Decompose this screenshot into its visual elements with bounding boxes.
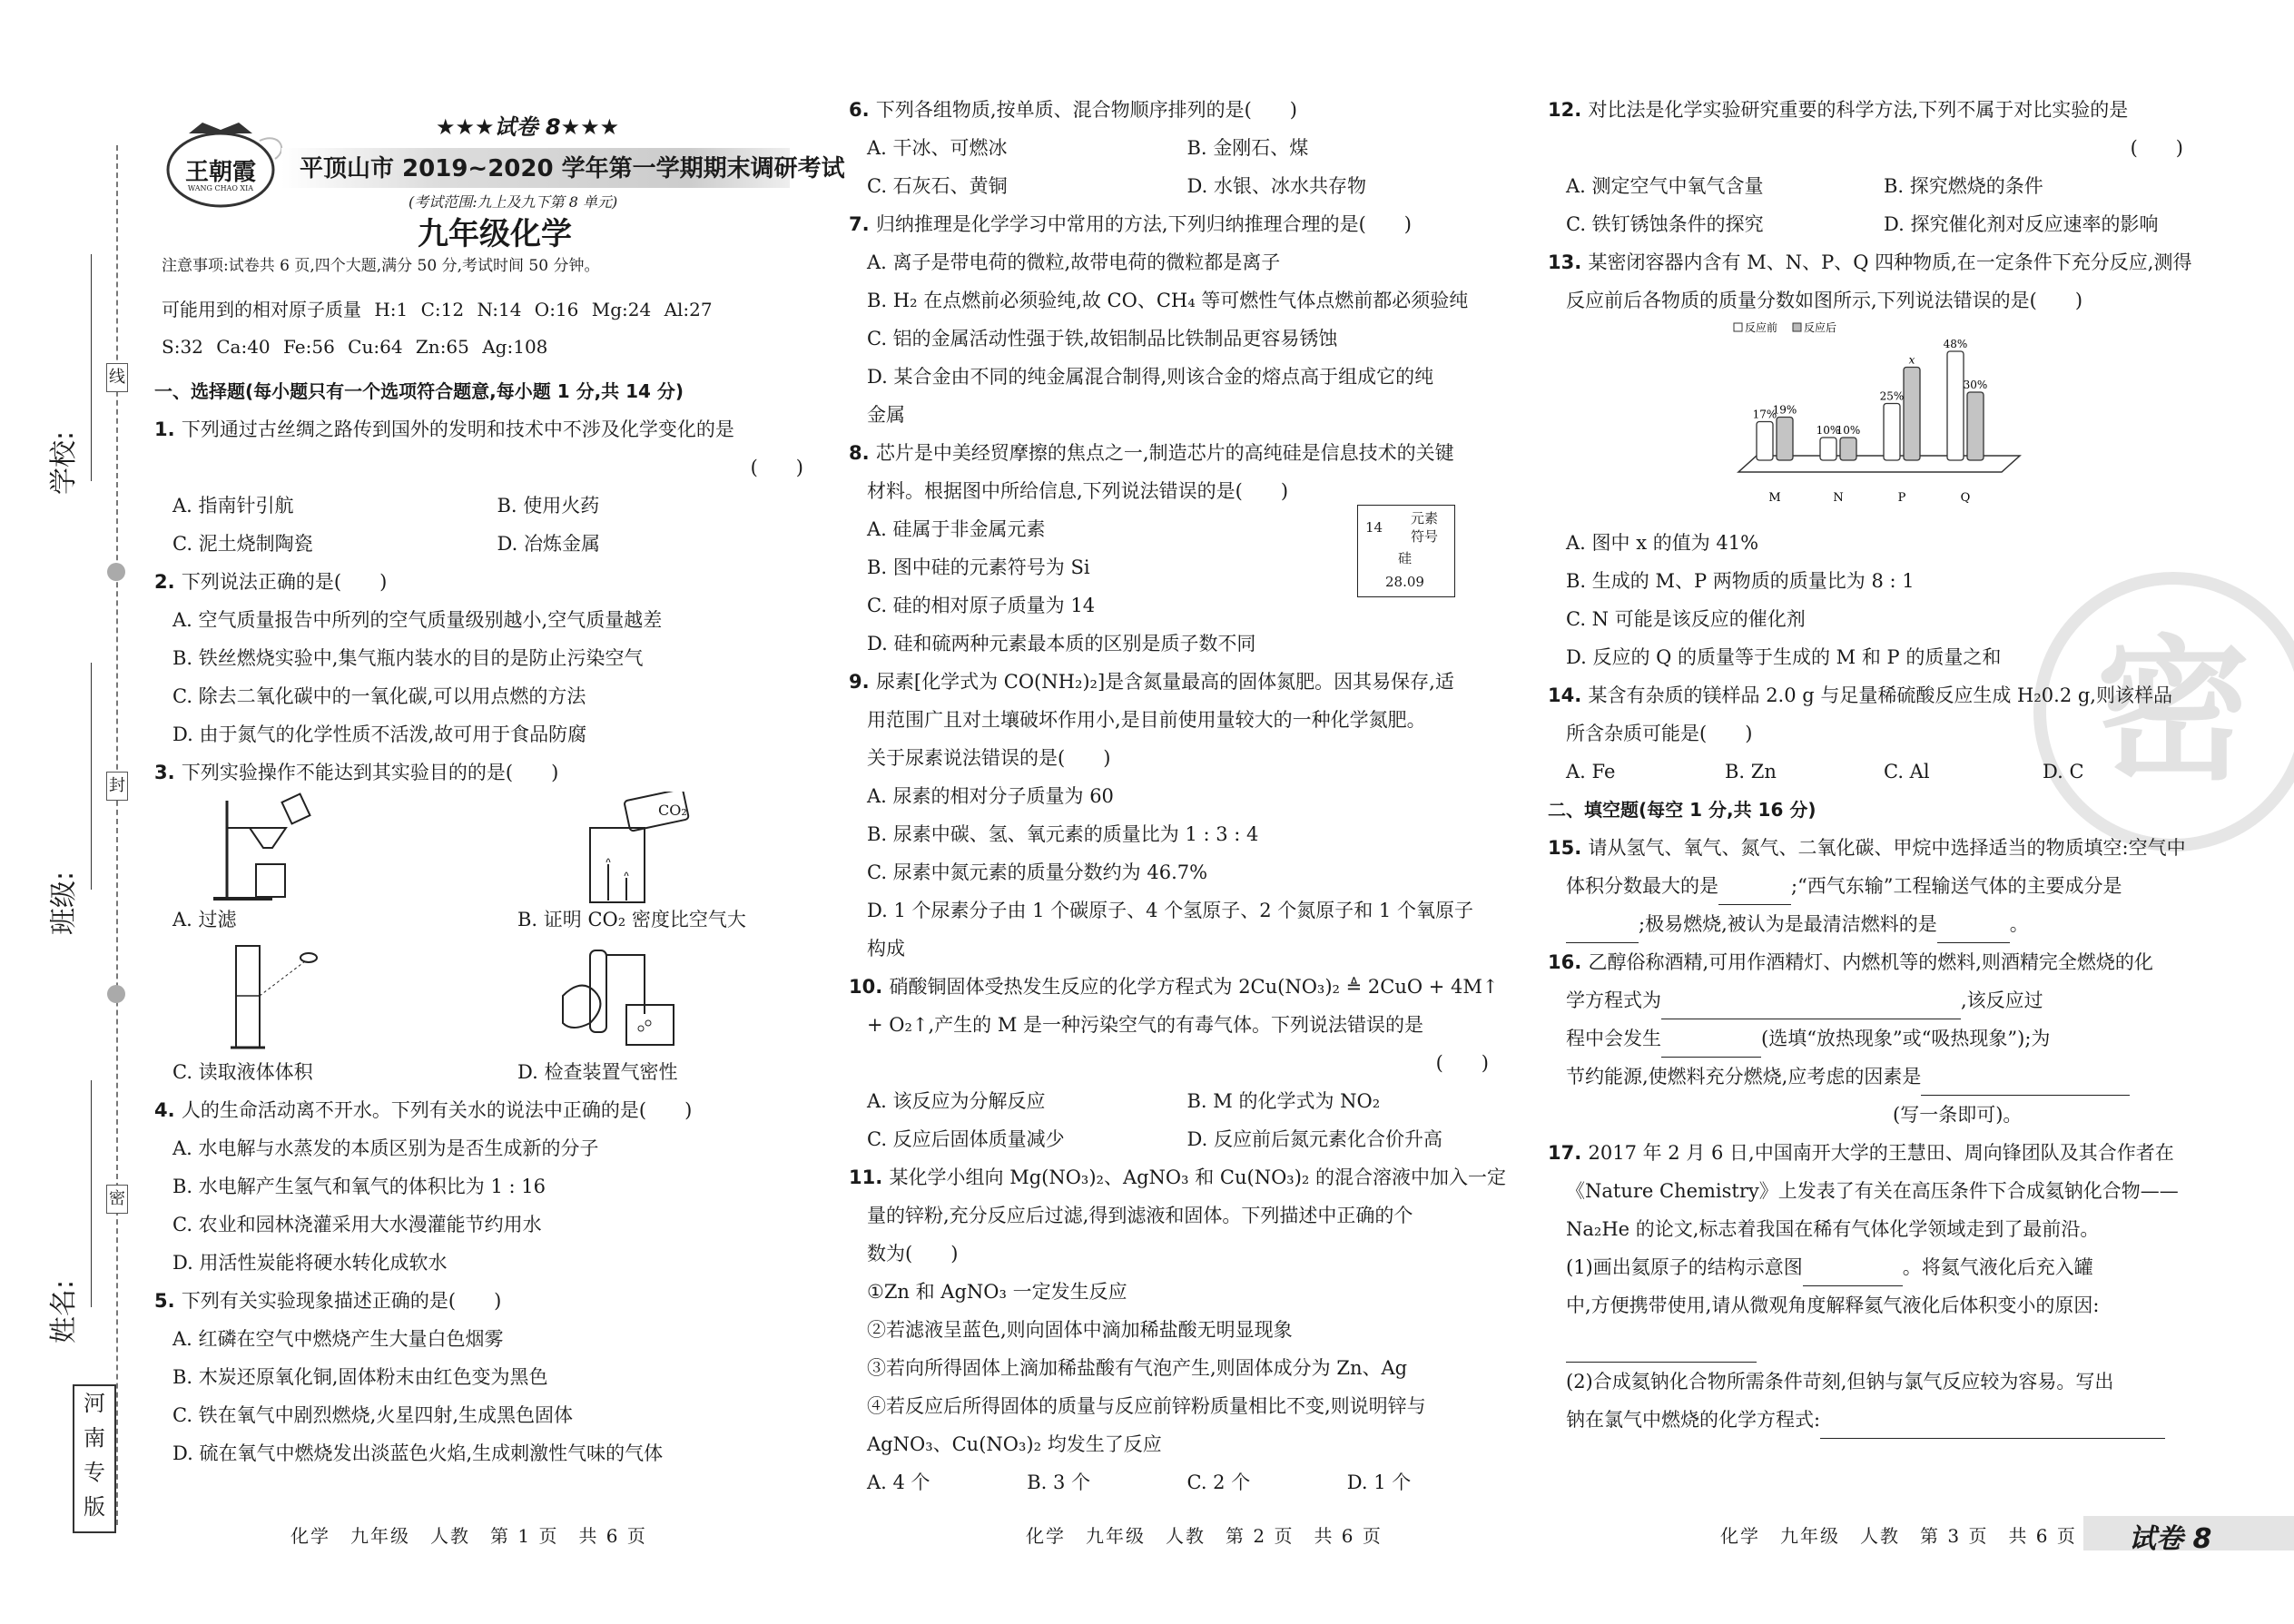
q4-option-a: A. 水电解与水蒸发的本质区别为是否生成新的分子 (172, 1137, 599, 1159)
seal-char: 密 (2095, 622, 2250, 802)
q1-stem: 下列通过古丝绸之路传到国外的发明和技术中不涉及化学变化的是 (181, 418, 734, 440)
q5-option-b: B. 木炭还原氧化铜,固体粉末由红色变为黑色 (172, 1366, 548, 1388)
chart-bar-M-before (1757, 422, 1773, 461)
element-symbol-label: 元素符号 (1411, 510, 1439, 545)
q17-line-3: Na₂He 的论文,标志着我国在稀有气体化学领域走到了最前沿。 (1566, 1218, 2100, 1240)
q6-stem: 下列各组物质,按单质、混合物顺序排列的是( ) (875, 99, 1297, 121)
q17-line-7: (2)合成氦钠化合物所需条件苛刻,但钠与氯气反应较为容易。写出 (1566, 1371, 2114, 1393)
binding-class-line (91, 663, 92, 890)
q3-option-d: D. 检查装置气密性 (517, 1061, 678, 1083)
q13-option-a: A. 图中 x 的值为 41% (1566, 532, 1759, 554)
q9-option-c: C. 尿素中氮元素的质量分数约为 46.7% (867, 861, 1208, 883)
q10-option-d: D. 反应前后氮元素化合价升高 (1186, 1128, 1442, 1150)
q16-text: (选填“放热现象”或“吸热现象”);为 (1761, 1028, 2051, 1049)
q16-text: ,该反应过 (1961, 989, 2043, 1011)
chart-category-label: M (1768, 491, 1781, 505)
exam-scope: (考试范围:九上及九下第 8 单元) (409, 193, 618, 211)
q11-stem-1: 某化学小组向 Mg(NO₃)₂、AgNO₃ 和 Cu(NO₃)₂ 的混合溶液中加入一定 (889, 1166, 1506, 1188)
chart-data-label: 17% (1752, 408, 1777, 421)
element-name: 硅 (1398, 550, 1413, 566)
chart-bar-Q-after (1967, 392, 1984, 460)
q11-option-a: A. 4 个 (867, 1471, 930, 1493)
q11-item-1: ①Zn 和 AgNO₃ 一定发生反应 (867, 1281, 1127, 1303)
q17-line-5: 中,方便携带使用,请从微观角度解释氦气液化后体积变小的原因: (1566, 1294, 2100, 1316)
chart-data-label: 25% (1879, 389, 1905, 403)
q9-option-d-cont: 构成 (867, 938, 905, 960)
q12-answer-paren[interactable]: ( ) (2130, 137, 2183, 159)
q17-line-6 (1548, 1324, 2201, 1363)
element-atomic-number: 14 (1365, 519, 1383, 536)
logo-subtext: WANG CHAO XIA (187, 184, 254, 192)
legend-swatch-after (1793, 323, 1801, 331)
q16-text: 节约能源,使燃料充分燃烧,应考虑的因素是 (1566, 1066, 1922, 1088)
q14-stem-1: 某含有杂质的镁样品 2.0 g 与足量稀硫酸反应生成 H₂0.2 g,则该样品 (1588, 684, 2172, 706)
class-label: 班级: (48, 871, 80, 935)
binding-mark-secret: 密 (106, 1185, 128, 1214)
q10-option-b: B. M 的化学式为 NO₂ (1186, 1090, 1381, 1112)
q15-blank-1[interactable] (1718, 881, 1791, 905)
q8-stem-2: 材料。根据图中所给信息,下列说法错误的是( ) (867, 480, 1289, 502)
q16-line-4 (1548, 1058, 2201, 1096)
subject-title: 九年级化学 (418, 216, 572, 252)
q15-text: ;“西气东输”工程输送气体的主要成分是 (1791, 875, 2122, 897)
airtightness-check-figure (554, 941, 717, 1055)
q15-text: ;极易燃烧,被认为是最清洁燃料的是 (1639, 913, 1937, 935)
q10-option-c: C. 反应后固体质量减少 (867, 1128, 1065, 1150)
q13-option-d: D. 反应的 Q 的质量等于生成的 M 和 P 的质量之和 (1566, 646, 2002, 668)
question-5: 5. 下列有关实验现象描述正确的是( ) (154, 1290, 502, 1312)
chart-data-label: 30% (1963, 379, 1988, 391)
q17-text: 。将氦气液化后充入罐 (1902, 1256, 2093, 1278)
atomic-mass-line2: S:32 Ca:40 Fe:56 Cu:64 Zn:65 Ag:108 (162, 336, 548, 358)
q15-blank-3[interactable] (1937, 919, 2010, 943)
q16-blank-3[interactable] (1921, 1071, 2130, 1096)
q8-option-d: D. 硅和硫两种元素最本质的区别是质子数不同 (867, 633, 1256, 655)
q16-text: 学方程式为 (1566, 989, 1661, 1011)
chart-data-label: x (1908, 353, 1915, 367)
footer-page-1: 化学 九年级 人教 第 1 页 共 6 页 (290, 1525, 647, 1547)
binding-hole-bottom (107, 985, 125, 1003)
edition-char: 南 (84, 1425, 105, 1451)
q5-option-d: D. 硫在氧气中燃烧发出淡蓝色火焰,生成刺激性气味的气体 (172, 1442, 664, 1464)
q8-stem-1: 芯片是中美经贸摩擦的焦点之一,制造芯片的高纯硅是信息技术的关键 (875, 442, 1454, 464)
q8-option-b: B. 图中硅的元素符号为 Si (867, 556, 1090, 578)
q9-option-a: A. 尿素的相对分子质量为 60 (867, 785, 1114, 807)
binding-hole-top (107, 563, 125, 581)
q5-stem: 下列有关实验现象描述正确的是( ) (181, 1290, 502, 1312)
q7-option-d-cont: 金属 (867, 404, 905, 426)
q12-option-a: A. 测定空气中氧气含量 (1566, 175, 1764, 197)
chart-bar-P-after (1904, 368, 1920, 461)
q14-option-d: D. C (2043, 761, 2084, 782)
q13-option-b: B. 生成的 M、P 两物质的质量比为 8 : 1 (1566, 570, 1915, 592)
q6-option-a: A. 干冰、可燃冰 (867, 137, 1008, 159)
q11-item-4: ④若反应后所得固体的质量与反应前锌粉质量相比不变,则说明锌与 (867, 1395, 1426, 1417)
element-mass: 28.09 (1385, 574, 1424, 590)
question-4: 4. 人的生命活动离不开水。下列有关水的说法中正确的是( ) (154, 1099, 693, 1121)
q9-stem-3: 关于尿素说法错误的是( ) (867, 747, 1111, 769)
question-11: 11. 某化学小组向 Mg(NO₃)₂、AgNO₃ 和 Cu(NO₃)₂ 的混合溶液中加入一定 (849, 1166, 1506, 1188)
q1-answer-paren[interactable]: ( ) (750, 457, 803, 478)
q8-option-c: C. 硅的相对原子质量为 14 (867, 595, 1096, 616)
q14-option-c: C. Al (1884, 761, 1930, 782)
q2-stem: 下列说法正确的是( ) (181, 571, 388, 593)
question-2: 2. 下列说法正确的是( ) (154, 571, 388, 593)
q6-option-c: C. 石灰石、黄铜 (867, 175, 1008, 197)
footer-tag: 试卷 8 (2129, 1523, 2212, 1555)
q10-stem-1: 硝酸铜固体受热发生反应的化学方程式为 2Cu(NO₃)₂ ≜ 2CuO + 4M↑ (889, 976, 1499, 998)
question-17: 17. 2017 年 2 月 6 日,中国南开大学的王慧田、周向锋团队及其合作者在 (1548, 1142, 2174, 1164)
chart-data-label: 19% (1772, 403, 1797, 417)
q10-stem-2: + O₂↑,产生的 M 是一种污染空气的有毒气体。下列说法错误的是 (867, 1014, 1424, 1036)
q7-option-d: D. 某合金由不同的纯金属混合制得,则该合金的熔点高于组成它的纯 (867, 366, 1434, 388)
chart-bar-Q-before (1947, 351, 1964, 460)
footer-page-3: 化学 九年级 人教 第 3 页 共 6 页 (1720, 1525, 2077, 1547)
question-10: 10. 硝酸铜固体受热发生反应的化学方程式为 2Cu(NO₃)₂ ≜ 2CuO + 4M↑ (849, 976, 1499, 998)
q16-line-5: (写一条即可)。 (1893, 1104, 2023, 1126)
legend-swatch-before (1734, 323, 1742, 331)
q17-text: 钠在氯气中燃烧的化学方程式: (1566, 1409, 1821, 1431)
q1-option-a: A. 指南针引航 (172, 495, 294, 517)
q11-item-3: ③若向所得固体上滴加稀盐酸有气泡产生,则固体成分为 Zn、Ag (867, 1357, 1408, 1379)
question-9: 9. 尿素[化学式为 CO(NH₂)₂]是含氮量最高的固体氮肥。因其易保存,适 (849, 671, 1454, 693)
name-label: 姓名: (48, 1279, 80, 1343)
chart-data-label: 10% (1836, 424, 1861, 437)
q3-option-a: A. 过滤 (172, 909, 237, 930)
question-12: 12. 对比法是化学实验研究重要的科学方法,下列不属于对比实验的是 (1548, 99, 2129, 121)
q3-option-c: C. 读取液体体积 (172, 1061, 313, 1083)
q9-stem-1: 尿素[化学式为 CO(NH₂)₂]是含氮量最高的固体氮肥。因其易保存,适 (875, 671, 1454, 693)
q9-option-b: B. 尿素中碳、氢、氧元素的质量比为 1 : 3 : 4 (867, 823, 1259, 845)
q13-stem-1: 某密闭容器内含有 M、N、P、Q 四种物质,在一定条件下充分反应,测得 (1588, 251, 2192, 273)
q11-stem-2: 量的锌粉,充分反应后过滤,得到滤液和固体。下列描述中正确的个 (867, 1205, 1413, 1226)
q13-stem-2: 反应前后各物质的质量分数如图所示,下列说法错误的是( ) (1566, 290, 2083, 311)
logo-text: 王朝霞 (184, 159, 256, 186)
q12-option-d: D. 探究催化剂对反应速率的影响 (1884, 213, 2159, 235)
q9-stem-2: 用范围广且对土壤破坏作用小,是目前使用量较大的一种化学氮肥。 (867, 709, 1426, 731)
q10-answer-paren[interactable]: ( ) (1435, 1052, 1489, 1074)
q2-option-a: A. 空气质量报告中所列的空气质量级别越小,空气质量越差 (172, 609, 663, 631)
q11-option-d: D. 1 个 (1346, 1471, 1412, 1493)
edition-char: 版 (84, 1494, 105, 1520)
binding-school-line (91, 254, 92, 481)
question-13: 13. 某密闭容器内含有 M、N、P、Q 四种物质,在一定条件下充分反应,测得 (1548, 251, 2192, 273)
question-16: 16. 乙醇俗称酒精,可用作酒精灯、内燃机等的燃料,则酒精完全燃烧的化 (1548, 951, 2153, 973)
question-6: 6. 下列各组物质,按单质、混合物顺序排列的是( ) (849, 99, 1297, 121)
chart-bar-N-after (1840, 438, 1856, 460)
q7-option-b: B. H₂ 在点燃前必须验纯,故 CO、CH₄ 等可燃性气体点燃前都必须验纯 (867, 290, 1469, 311)
q15-text: 。 (2009, 913, 2029, 935)
chart-data-label: 10% (1816, 424, 1841, 437)
q1-option-d: D. 冶炼金属 (497, 533, 600, 555)
exam-badge: ★★★试卷 8★★★ (436, 114, 620, 140)
q2-option-d: D. 由于氮气的化学性质不活泼,故可用于食品防腐 (172, 723, 587, 745)
q3-stem: 下列实验操作不能达到其实验目的的是( ) (181, 762, 559, 783)
q17-line-4 (1548, 1248, 2201, 1286)
edition-char: 河 (84, 1391, 105, 1416)
question-14: 14. 某含有杂质的镁样品 2.0 g 与足量稀硫酸反应生成 H₂0.2 g,则该样品 (1548, 684, 2172, 706)
graduated-cylinder-figure (218, 941, 327, 1055)
q9-option-d: D. 1 个尿素分子由 1 个碳原子、4 个氢原子、2 个氮原子和 1 个氧原子 (867, 900, 1473, 921)
binding-mark-seal: 封 (106, 772, 128, 801)
q17-blank-2[interactable] (1566, 1338, 1757, 1363)
q2-option-b: B. 铁丝燃烧实验中,集气瓶内装水的目的是防止污染空气 (172, 647, 644, 669)
q6-option-b: B. 金刚石、煤 (1186, 137, 1309, 159)
q16-line-2 (1548, 981, 2201, 1019)
footer-page-2: 化学 九年级 人教 第 2 页 共 6 页 (1026, 1525, 1383, 1547)
q6-option-d: D. 水银、冰水共存物 (1186, 175, 1366, 197)
q14-option-a: A. Fe (1566, 761, 1616, 782)
q15-line-2 (1548, 867, 2201, 905)
q11-stem-3: 数为( ) (867, 1243, 959, 1265)
q3-option-b: B. 证明 CO₂ 密度比空气大 (517, 909, 746, 930)
q4-option-d: D. 用活性炭能将硬水转化成软水 (172, 1252, 448, 1274)
q14-option-b: B. Zn (1725, 761, 1777, 782)
chart-category-label: P (1897, 491, 1906, 505)
q5-option-c: C. 铁在氧气中剧烈燃烧,火星四射,生成黑色固体 (172, 1404, 574, 1426)
chart-category-label: N (1833, 491, 1844, 505)
brand-logo (153, 113, 289, 213)
q2-option-c: C. 除去二氧化碳中的一氧化碳,可以用点燃的方法 (172, 685, 586, 707)
q15-text: 体积分数最大的是 (1566, 875, 1718, 897)
q1-option-b: B. 使用火药 (497, 495, 600, 517)
legend-label-after: 反应后 (1804, 321, 1837, 334)
q3-figures (154, 792, 822, 1091)
q17-line-1: 2017 年 2 月 6 日,中国南开大学的王慧田、周向锋团队及其合作者在 (1588, 1142, 2174, 1164)
question-7: 7. 归纳推理是化学学习中常用的方法,下列归纳推理合理的是( ) (849, 213, 1412, 235)
q12-stem: 对比法是化学实验研究重要的科学方法,下列不属于对比实验的是 (1588, 99, 2129, 121)
chart-category-label: Q (1960, 491, 1971, 505)
q17-line-2: 《Nature Chemistry》上发表了有关在高压条件下合成氦钠化合物—— (1566, 1180, 2179, 1202)
atomic-mass-line1: 可能用到的相对原子质量 H:1 C:12 N:14 O:16 Mg:24 Al:27 (162, 299, 713, 320)
q14-stem-2: 所含杂质可能是( ) (1566, 723, 1753, 744)
q11-option-b: B. 3 个 (1027, 1471, 1091, 1493)
section-1-heading: 一、选择题(每小题只有一个选项符合题意,每小题 1 分,共 14 分) (154, 380, 684, 402)
element-cell-silicon (1357, 505, 1455, 597)
edition-char: 专 (84, 1460, 105, 1485)
school-label: 学校: (48, 430, 80, 495)
q15-line-3 (1548, 905, 2201, 943)
question-15: 15. 请从氢气、氧气、氮气、二氧化碳、甲烷中选择适当的物质填空:空气中 (1548, 837, 2186, 859)
binding-name-line (91, 1080, 92, 1307)
q7-option-c: C. 铝的金属活动性强于铁,故铝制品比铁制品更容易锈蚀 (867, 328, 1338, 349)
question-8: 8. 芯片是中美经贸摩擦的焦点之一,制造芯片的高纯硅是信息技术的关键 (849, 442, 1454, 464)
q13-option-c: C. N 可能是该反应的催化剂 (1566, 608, 1806, 630)
q1-option-c: C. 泥土烧制陶瓷 (172, 533, 313, 555)
exam-title: 平顶山市 2019~2020 学年第一学期期末调研考试 (300, 155, 845, 182)
q15-line-1: 请从氢气、氧气、氮气、二氧化碳、甲烷中选择适当的物质填空:空气中 (1588, 837, 2186, 859)
q16-text: 程中会发生 (1566, 1028, 1661, 1049)
q7-stem: 归纳推理是化学学习中常用的方法,下列归纳推理合理的是( ) (875, 213, 1412, 235)
chart-bar-P-before (1884, 404, 1900, 461)
chart-bar-M-after (1777, 418, 1793, 461)
q17-blank-3[interactable] (1820, 1414, 2165, 1439)
q17-text: (1)画出氦原子的结构示意图 (1566, 1256, 1803, 1278)
co2-label: CO₂ (658, 802, 687, 819)
q12-option-c: C. 铁钉锈蚀条件的探究 (1566, 213, 1764, 235)
q7-option-a: A. 离子是带电荷的微粒,故带电荷的微粒都是离子 (867, 251, 1281, 273)
chart-bar-N-before (1820, 438, 1836, 460)
q16-line-1: 乙醇俗称酒精,可用作酒精灯、内燃机等的燃料,则酒精完全燃烧的化 (1588, 951, 2153, 973)
edition-box (73, 1384, 116, 1533)
q8-option-a: A. 硅属于非金属元素 (867, 518, 1046, 540)
question-1: 1. 下列通过古丝绸之路传到国外的发明和技术中不涉及化学变化的是 (154, 418, 734, 440)
q4-option-b: B. 水电解产生氢气和氧气的体积比为 1 : 16 (172, 1176, 546, 1197)
q16-blank-2[interactable] (1661, 1033, 1761, 1058)
chart-data-label: 48% (1943, 338, 1968, 350)
q11-item-4-cont: AgNO₃、Cu(NO₃)₂ 均发生了反应 (867, 1433, 1162, 1455)
q17-blank-1[interactable] (1803, 1262, 1903, 1286)
q11-option-c: C. 2 个 (1186, 1471, 1251, 1493)
binding-mark-line: 线 (106, 363, 128, 392)
notice: 注意事项:试卷共 6 页,四个大题,满分 50 分,考试时间 50 分钟。 (162, 257, 600, 275)
legend-label-before: 反应前 (1745, 321, 1778, 334)
filtration-apparatus-figure (209, 792, 336, 905)
q4-option-c: C. 农业和园林浇灌采用大水漫灌能节约用水 (172, 1214, 542, 1235)
q16-blank-1[interactable] (1661, 995, 1961, 1019)
mass-fraction-bar-chart (1729, 320, 2029, 519)
q15-blank-2[interactable] (1566, 919, 1639, 943)
q4-stem: 人的生命活动离不开水。下列有关水的说法中正确的是( ) (181, 1099, 693, 1121)
binding-dashed-line (116, 145, 118, 1525)
question-3: 3. 下列实验操作不能达到其实验目的的是( ) (154, 762, 559, 783)
q17-line-8 (1548, 1401, 2201, 1439)
q16-line-3 (1548, 1019, 2201, 1058)
q5-option-a: A. 红磷在空气中燃烧产生大量白色烟雾 (172, 1328, 504, 1350)
q10-option-a: A. 该反应为分解反应 (867, 1090, 1046, 1112)
q11-item-2: ②若滤液呈蓝色,则向固体中滴加稀盐酸无明显现象 (867, 1319, 1293, 1341)
q12-option-b: B. 探究燃烧的条件 (1884, 175, 2043, 197)
section-2-heading: 二、填空题(每空 1 分,共 16 分) (1548, 799, 1816, 821)
binding-strip (54, 145, 145, 1561)
